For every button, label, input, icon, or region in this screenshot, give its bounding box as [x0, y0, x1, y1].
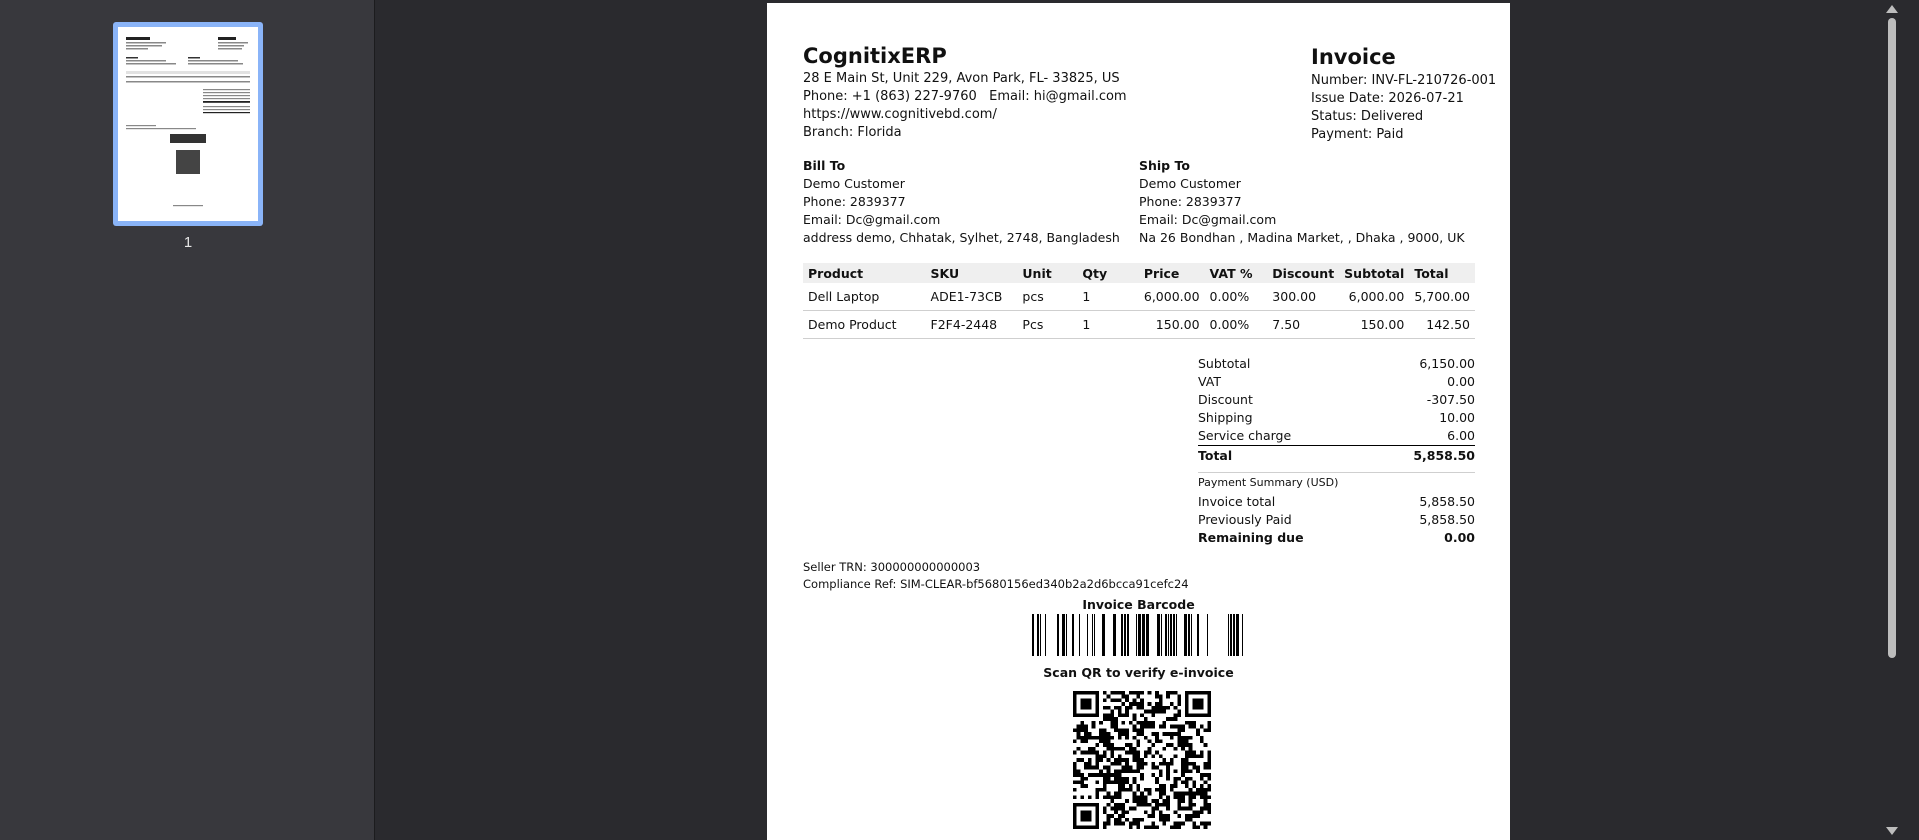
company-name: CognitixERP — [803, 44, 947, 68]
scroll-up-arrow-icon[interactable] — [1886, 5, 1898, 13]
thumbnail-miniature — [118, 27, 258, 221]
summary-vat-row — [1198, 373, 1475, 391]
invoice-title: Invoice — [1311, 45, 1396, 69]
invoice-barcode — [1032, 614, 1246, 656]
ship-to-phone: Phone: 2839377 — [1139, 194, 1242, 209]
col-total: Total — [1409, 263, 1475, 283]
summary-value: 10.00 — [1439, 410, 1475, 425]
compliance-ref: Compliance Ref: SIM-CLEAR-bf5680156ed340b2a2d6bcca91cefc24 — [803, 577, 1189, 591]
verification-qr-code — [1073, 691, 1211, 829]
summary-label: Total — [1198, 448, 1233, 463]
bill-to-phone: Phone: 2839377 — [803, 194, 906, 209]
cell-total: 142.50 — [1409, 311, 1475, 339]
table-row — [803, 311, 1475, 339]
company-website: https://www.cognitivebd.com/ — [803, 107, 997, 122]
cell-sku: F2F4-2448 — [926, 311, 1018, 339]
invoice-page — [767, 3, 1510, 840]
summary-invoice-total-row — [1198, 493, 1475, 511]
summary-value: 5,858.50 — [1419, 512, 1475, 527]
qr-title: Scan QR to verify e-invoice — [1043, 665, 1234, 680]
col-sku: SKU — [926, 263, 1018, 283]
summary-shipping-row — [1198, 409, 1475, 427]
document-viewer[interactable] — [376, 0, 1901, 840]
scrollbar-thumb[interactable] — [1888, 18, 1896, 658]
summary-value: 6,150.00 — [1419, 356, 1475, 371]
company-phone-email: Phone: +1 (863) 227-9760 Email: hi@gmail.com — [803, 89, 1127, 104]
summary-value: 6.00 — [1447, 428, 1475, 443]
summary-discount-row — [1198, 391, 1475, 409]
summary-label: Previously Paid — [1198, 512, 1292, 527]
bill-to-address: address demo, Chhatak, Sylhet, 2748, Bangladesh — [803, 230, 1120, 245]
ship-to-block — [1139, 157, 1465, 247]
cell-qty: 1 — [1077, 311, 1138, 339]
cell-discount: 7.50 — [1267, 311, 1339, 339]
items-header-row — [803, 263, 1475, 283]
summary-value: -307.50 — [1426, 392, 1475, 407]
summary-remaining-due-row — [1198, 529, 1475, 547]
summary-service-row — [1198, 427, 1475, 445]
summary-previously-paid-row — [1198, 511, 1475, 529]
cell-product: Dell Laptop — [803, 283, 926, 311]
ship-to-heading: Ship To — [1139, 158, 1190, 173]
invoice-number: Number: INV-FL-210726-001 — [1311, 73, 1497, 88]
col-qty: Qty — [1077, 263, 1138, 283]
cell-subtotal: 150.00 — [1339, 311, 1409, 339]
payment-summary-title: Payment Summary (USD) — [1198, 472, 1475, 493]
summary-value: 0.00 — [1447, 374, 1475, 389]
company-branch: Branch: Florida — [803, 125, 902, 140]
invoice-payment: Payment: Paid — [1311, 127, 1404, 142]
cell-unit: Pcs — [1017, 311, 1077, 339]
summary-label: Shipping — [1198, 410, 1253, 425]
summary-label: Remaining due — [1198, 530, 1304, 545]
ship-to-address: Na 26 Bondhan , Madina Market, , Dhaka , 9000, UK — [1139, 230, 1465, 245]
scroll-down-arrow-icon[interactable] — [1886, 827, 1898, 835]
summary-value: 5,858.50 — [1419, 494, 1475, 509]
summary-value: 0.00 — [1444, 530, 1475, 545]
table-row — [803, 283, 1475, 311]
cell-price: 150.00 — [1139, 311, 1205, 339]
col-price: Price — [1139, 263, 1205, 283]
col-subtotal: Subtotal — [1339, 263, 1409, 283]
bill-to-heading: Bill To — [803, 158, 846, 173]
vertical-scrollbar[interactable] — [1883, 0, 1901, 840]
bill-to-block — [803, 157, 1120, 247]
cell-unit: pcs — [1017, 283, 1077, 311]
bill-to-name: Demo Customer — [803, 176, 905, 191]
company-address: 28 E Main St, Unit 229, Avon Park, FL- 33825, US — [803, 71, 1120, 86]
cell-subtotal: 6,000.00 — [1339, 283, 1409, 311]
cell-price: 6,000.00 — [1139, 283, 1205, 311]
invoice-header — [1311, 43, 1496, 144]
barcode-title: Invoice Barcode — [1082, 597, 1195, 612]
summary-label: Discount — [1198, 392, 1253, 407]
col-unit: Unit — [1017, 263, 1077, 283]
ship-to-email: Email: Dc@gmail.com — [1139, 212, 1277, 227]
totals-summary — [1198, 355, 1475, 547]
bill-to-email: Email: Dc@gmail.com — [803, 212, 941, 227]
cell-qty: 1 — [1077, 283, 1138, 311]
page-thumbnail-preview — [118, 27, 258, 221]
summary-label: Service charge — [1198, 428, 1292, 443]
page-thumbnail-selected[interactable] — [113, 22, 263, 226]
cell-product: Demo Product — [803, 311, 926, 339]
summary-label: Subtotal — [1198, 356, 1251, 371]
summary-value: 5,858.50 — [1413, 448, 1475, 463]
cell-sku: ADE1-73CB — [926, 283, 1018, 311]
cell-discount: 300.00 — [1267, 283, 1339, 311]
invoice-status: Status: Delivered — [1311, 109, 1424, 124]
invoice-issue-date: Issue Date: 2026-07-21 — [1311, 91, 1464, 106]
cell-vat: 0.00% — [1205, 283, 1268, 311]
col-product: Product — [803, 263, 926, 283]
company-block — [803, 43, 1127, 142]
seller-trn: Seller TRN: 300000000000003 — [803, 560, 981, 574]
compliance-block — [803, 559, 1189, 593]
cell-total: 5,700.00 — [1409, 283, 1475, 311]
thumbnail-page-number: 1 — [183, 234, 193, 251]
summary-label: Invoice total — [1198, 494, 1276, 509]
col-vat: VAT % — [1205, 263, 1268, 283]
items-table — [803, 263, 1475, 339]
summary-subtotal-row — [1198, 355, 1475, 373]
summary-total-row — [1198, 445, 1475, 466]
col-discount: Discount — [1267, 263, 1339, 283]
thumbnail-sidebar — [0, 0, 375, 840]
cell-vat: 0.00% — [1205, 311, 1268, 339]
summary-label: VAT — [1198, 374, 1221, 389]
ship-to-name: Demo Customer — [1139, 176, 1241, 191]
